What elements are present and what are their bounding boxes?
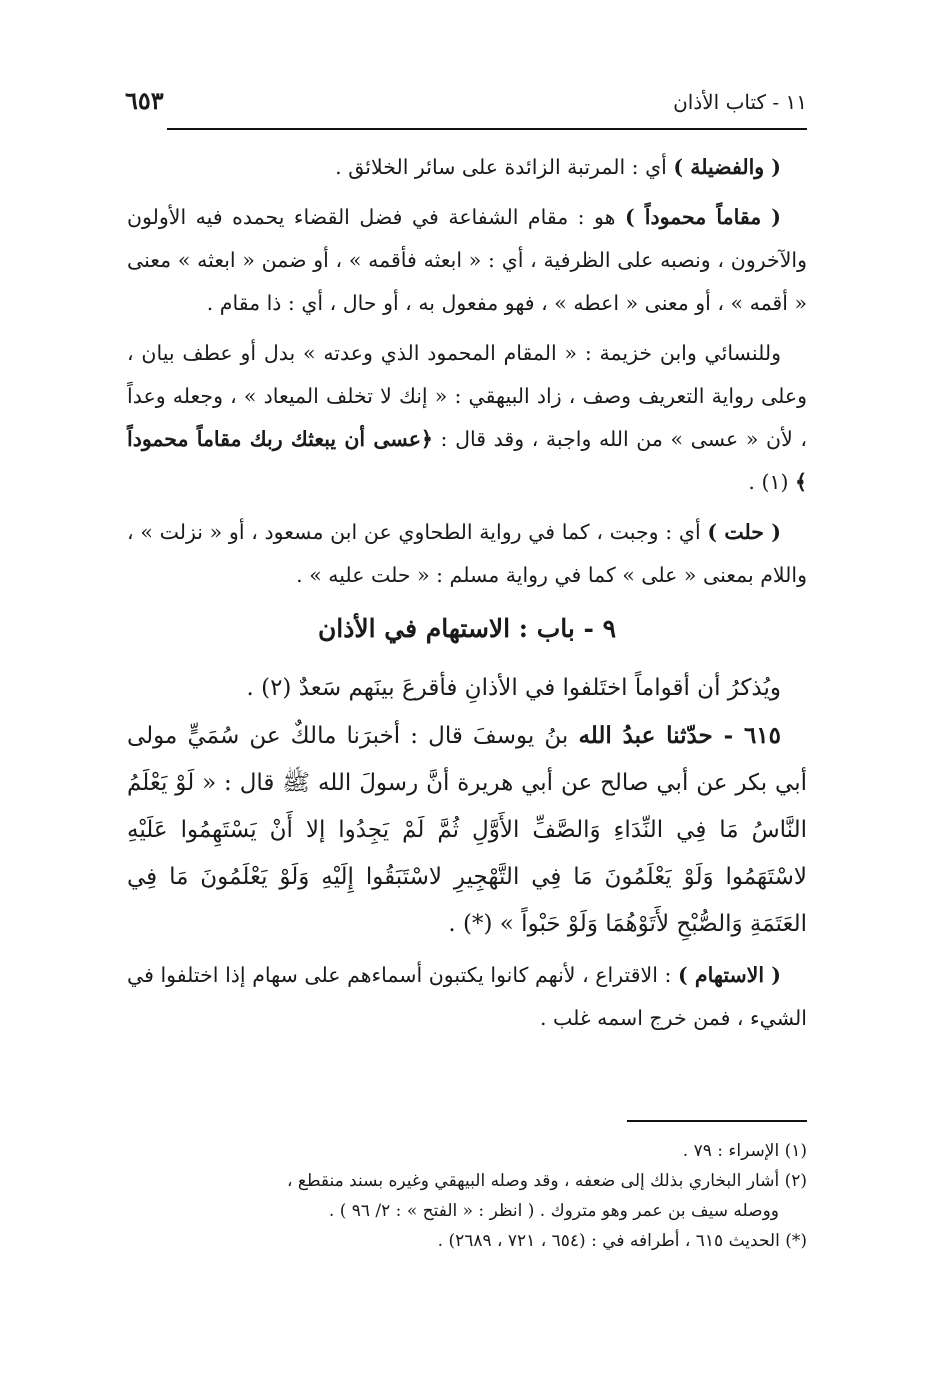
footnote-2: (٢) أشار البخاري بذلك إلى ضعفه ، وقد وصله البيهقي وغيره بسند منقطع ، <box>287 1171 807 1191</box>
text-istiham: : الاقتراع ، لأنهم كانوا يكتبون أسماءهم على سهام إذا اختلفوا في الشيء ، فمن خرج اسمه غلب . <box>127 963 807 1030</box>
text-hallat: أي : وجبت ، كما في رواية الطحاوي عن ابن مسعود ، أو « نزلت » ، واللام بمعنى « على » كما في رواية مسلم : « حلت عليه » . <box>127 520 807 587</box>
text-fadila: أي : المرتبة الزائدة على سائر الخلائق . <box>335 155 674 179</box>
text-maqam: هو : مقام الشفاعة في فضل القضاء يحمده فيه الأولون والآخرون ، ونصبه على الظرفية ، أي : « ابعثه فأقمه » ، أو ضمن « ابعثه » معنى « أقمه » ، أو معنى « اعطه » ، فهو مفعول به ، أو حال ، أي : ذا مقام . <box>127 205 807 315</box>
chapter-heading: ٩ - باب : الاستهام في الأذان <box>317 614 617 643</box>
hadith-text: بنُ يوسفَ قال : أخبرَنا مالكٌ عن سُمَيٍّ مولى أبي بكر عن أبي صالح عن أبي هريرة أنَّ رسولَ الله ﷺ قال : « لَوْ يَعْلَمُ النَّاسُ مَا فِي النِّدَاءِ وَالصَّفِّ الأَوَّلِ ثُمَّ لَمْ يَجِدُوا إلا أَنْ يَسْتَهِمُوا عَلَيْهِ لاسْتَهَمُوا وَلَوْ يَعْلَمُونَ مَا فِي التَّهْجِيرِ لاسْتَبَقُوا إِلَيْهِ وَلَوْ يَعْلَمُونَ مَا فِي العَتَمَةِ وَالصُّبْحِ لأَتَوْهُمَا وَلَوْ حَبْواً » (*) . <box>127 723 807 937</box>
header-rule <box>167 128 807 130</box>
paragraph-istiham <box>127 954 807 1040</box>
footnote-ref-1: (١) . <box>748 470 795 494</box>
book-page <box>127 0 807 1379</box>
term-maqam: ( مقاماً محموداً ) <box>624 205 781 229</box>
footnote-2-continued: ووصله سيف بن عمر وهو متروك . ( انظر : « الفتح » : ٢/ ٩٦ ) . <box>328 1201 779 1221</box>
paragraph-nasai <box>127 332 807 504</box>
page-number: ٦٥٣ <box>125 86 164 115</box>
term-hallat: ( حلت ) <box>707 520 782 544</box>
term-istiham: ( الاستهام ) <box>678 963 781 987</box>
paragraph-fadila <box>127 146 807 189</box>
text-nasai: وللنسائي وابن خزيمة : « المقام المحمود الذي وعدته » بدل أو عطف بيان ، وعلى رواية التعريف وصف ، زاد البيهقي : « إنك لا تخلف الميعاد » ، وجعله وعداً ، لأن « عسى » من الله واجبة ، وقد قال : <box>127 341 807 451</box>
hadith-number: ٦١٥ - <box>712 722 781 749</box>
paragraph-hadith <box>127 712 807 948</box>
paragraph-maqam <box>127 196 807 325</box>
page-header <box>127 84 807 124</box>
chapter-title: ١١ - كتاب الأذان <box>673 90 807 114</box>
paragraph-tarjama: ويُذكرُ أن أقواماً اختَلفوا في الأذانِ فأقرعَ بينَهم سَعدٌ (٢) . <box>246 675 781 701</box>
paragraph-hallat <box>127 511 807 597</box>
page-body <box>127 146 807 1040</box>
hadith-lead: حدّثنا عبدُ الله <box>578 722 713 749</box>
quran-verse: ﴿عسى أن يبعثك ربك مقاماً محموداً ﴾ <box>127 427 807 494</box>
footnotes <box>127 1136 807 1256</box>
term-fadila: ( والفضيلة ) <box>673 155 781 179</box>
footnote-3: (*) الحديث ٦١٥ ، أطرافه في : (٦٥٤ ، ٧٢١ ، ٢٦٨٩) . <box>437 1231 807 1251</box>
footnote-1: (١) الإسراء : ٧٩ . <box>682 1141 807 1161</box>
footnote-rule <box>627 1120 807 1122</box>
